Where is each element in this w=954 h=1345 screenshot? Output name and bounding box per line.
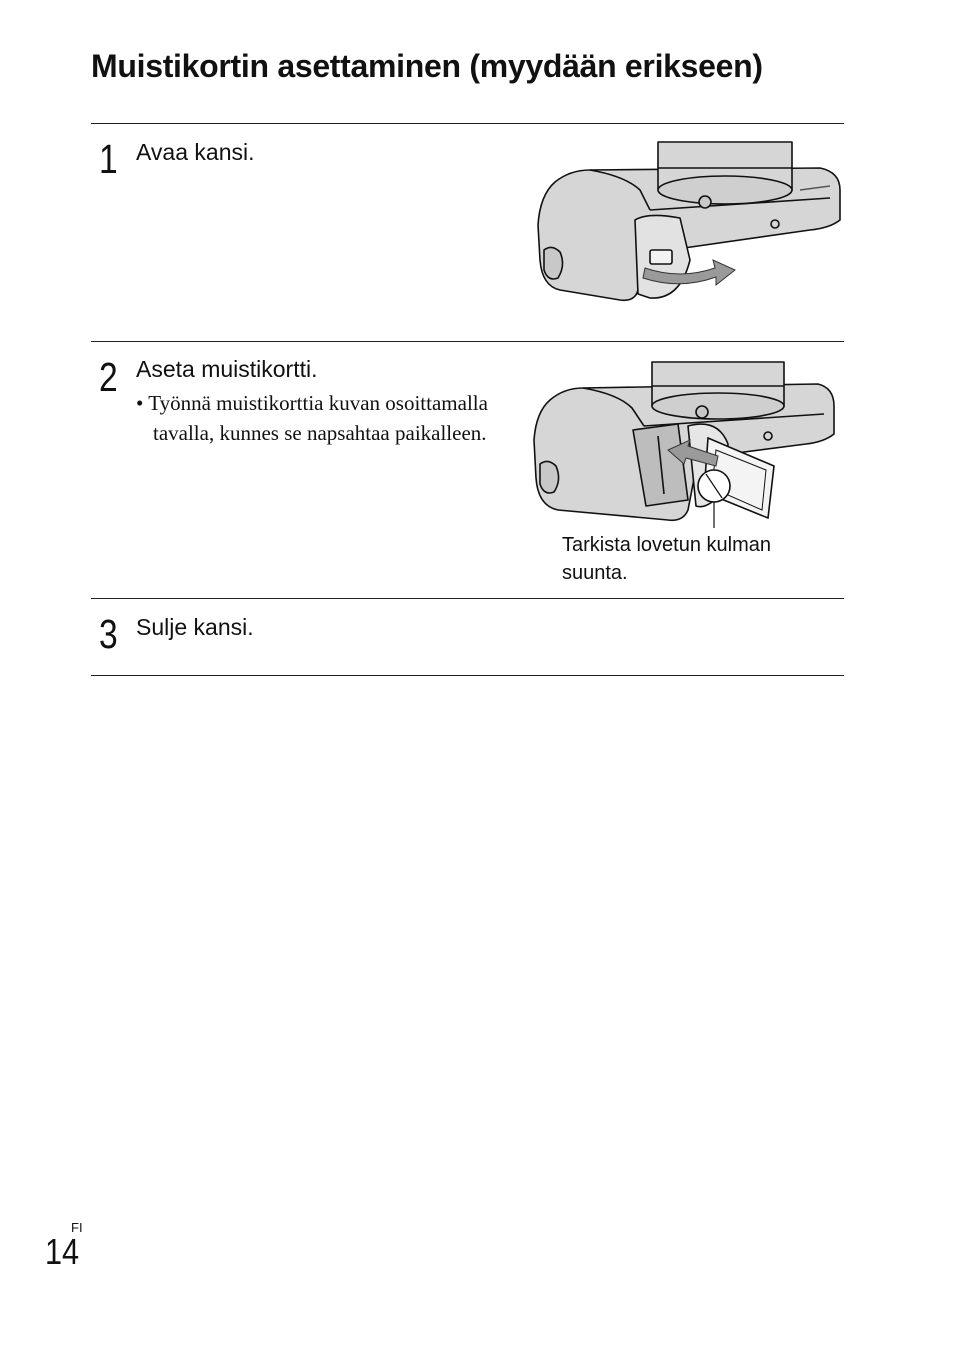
step-3-title: Sulje kansi. xyxy=(136,614,254,640)
step-2-title: Aseta muistikortti. xyxy=(136,356,318,382)
language-code: FI xyxy=(71,1220,83,1235)
step-1-title: Avaa kansi. xyxy=(136,139,255,165)
step-1-number: 1 xyxy=(99,136,118,182)
camera-open-cover-illustration xyxy=(530,140,845,310)
camera-insert-card-illustration xyxy=(528,360,840,528)
step-2-bullet: • Työnnä muistikorttia kuvan osoittamalla tavalla, kunnes se napsahtaa paikalleen. xyxy=(136,391,488,445)
divider-2 xyxy=(91,598,844,599)
divider-1 xyxy=(91,341,844,342)
step-2-caption: Tarkista lovetun kulman suunta. xyxy=(562,534,771,584)
divider-bottom xyxy=(91,675,844,676)
page-number: 14 xyxy=(45,1231,80,1272)
step-2-number: 2 xyxy=(99,354,118,400)
step-3-number: 3 xyxy=(99,611,118,657)
page-title: Muistikortin asettaminen (myydään erikseen) xyxy=(91,48,763,84)
divider-top xyxy=(91,123,844,124)
